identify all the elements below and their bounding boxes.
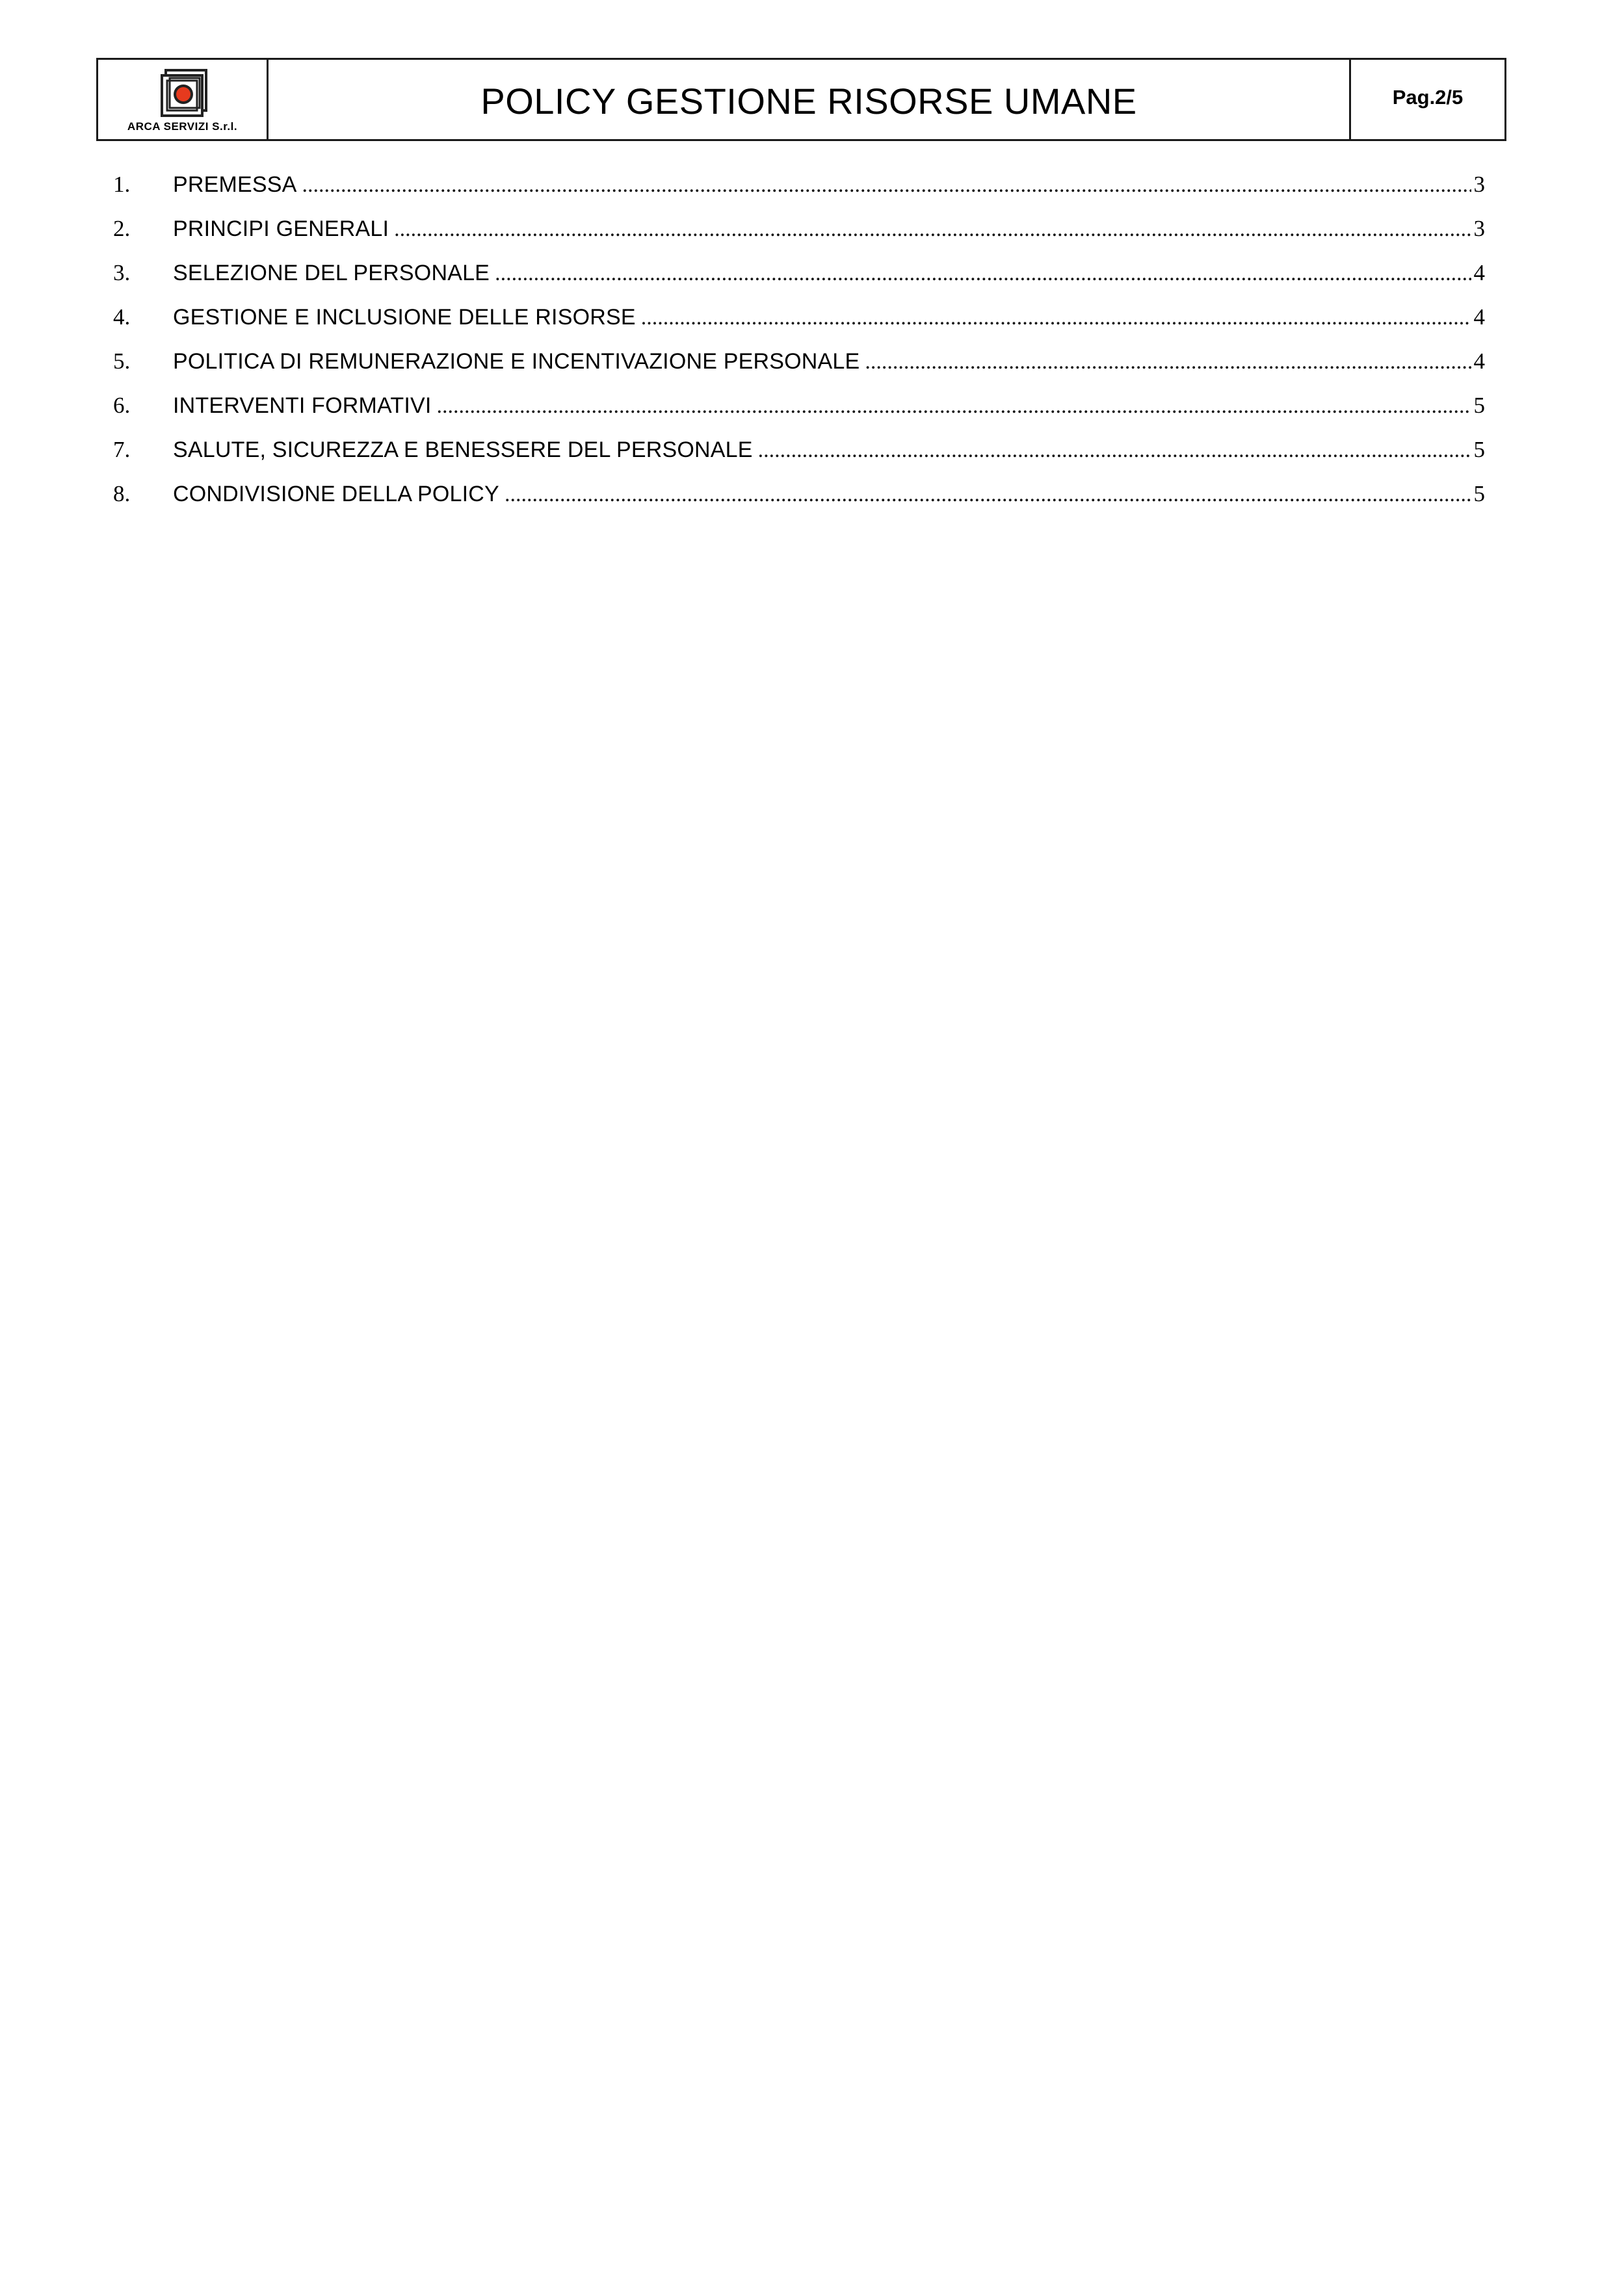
toc-entry xyxy=(173,393,1485,419)
toc-item-label: CONDIVISIONE DELLA POLICY xyxy=(173,482,499,506)
toc-item-label: SALUTE, SICUREZZA E BENESSERE DEL PERSONALE xyxy=(173,437,753,462)
page-number-cell xyxy=(1351,60,1504,139)
toc-dot-leader xyxy=(865,350,1471,374)
toc-dot-leader xyxy=(302,173,1471,198)
toc-item-number: 6. xyxy=(113,393,131,418)
company-logo-icon xyxy=(159,68,211,120)
toc-dot-leader xyxy=(641,306,1471,330)
toc-item-page: 3 xyxy=(1473,172,1485,197)
toc-item-page: 4 xyxy=(1473,304,1485,330)
toc-dot-leader xyxy=(495,261,1471,286)
toc-item-label: INTERVENTI FORMATIVI xyxy=(173,393,432,418)
toc-item-label: PRINCIPI GENERALI xyxy=(173,216,389,241)
toc-dot-leader xyxy=(505,482,1471,507)
document-title: POLICY GESTIONE RISORSE UMANE xyxy=(480,80,1137,122)
toc-dot-leader xyxy=(394,217,1471,242)
toc-item-label: POLITICA DI REMUNERAZIONE E INCENTIVAZIONE PERSONALE xyxy=(173,349,860,374)
toc-item-page: 5 xyxy=(1473,481,1485,506)
toc-item-page: 5 xyxy=(1473,437,1485,462)
toc-item[interactable] xyxy=(113,295,1485,339)
toc-entry xyxy=(173,437,1485,463)
toc-item-number: 1. xyxy=(113,172,131,197)
toc-item-number: 3. xyxy=(113,260,131,285)
toc-item-number: 5. xyxy=(113,348,131,374)
toc-item[interactable] xyxy=(113,163,1485,207)
toc-item-page: 4 xyxy=(1473,348,1485,374)
toc-entry xyxy=(173,348,1485,374)
toc-entry xyxy=(173,260,1485,286)
logo-cell xyxy=(98,60,269,139)
toc-item-number: 4. xyxy=(113,304,131,330)
toc-item[interactable] xyxy=(113,428,1485,472)
toc-dot-leader xyxy=(437,394,1471,419)
toc-entry xyxy=(173,481,1485,507)
toc-item-page: 4 xyxy=(1473,260,1485,285)
toc-item-number: 7. xyxy=(113,437,131,462)
toc-item-label: GESTIONE E INCLUSIONE DELLE RISORSE xyxy=(173,305,636,330)
toc-item[interactable] xyxy=(113,339,1485,384)
toc-item[interactable] xyxy=(113,472,1485,516)
company-name: ARCA SERVIZI S.r.l. xyxy=(127,120,238,133)
toc-item[interactable] xyxy=(113,251,1485,295)
toc-item-label: SELEZIONE DEL PERSONALE xyxy=(173,261,490,285)
toc-item[interactable] xyxy=(113,207,1485,251)
toc-item-number: 2. xyxy=(113,216,131,241)
toc-dot-leader xyxy=(758,438,1471,463)
table-of-contents xyxy=(113,163,1485,516)
toc-item[interactable] xyxy=(113,384,1485,428)
page-number: Pag.2/5 xyxy=(1392,86,1464,109)
toc-item-page: 5 xyxy=(1473,393,1485,418)
toc-item-number: 8. xyxy=(113,481,131,506)
toc-entry xyxy=(173,172,1485,198)
toc-item-page: 3 xyxy=(1473,216,1485,241)
toc-entry xyxy=(173,216,1485,242)
toc-entry xyxy=(173,304,1485,330)
toc-item-label: PREMESSA xyxy=(173,172,297,197)
title-cell xyxy=(269,60,1351,139)
page-header xyxy=(96,58,1506,141)
